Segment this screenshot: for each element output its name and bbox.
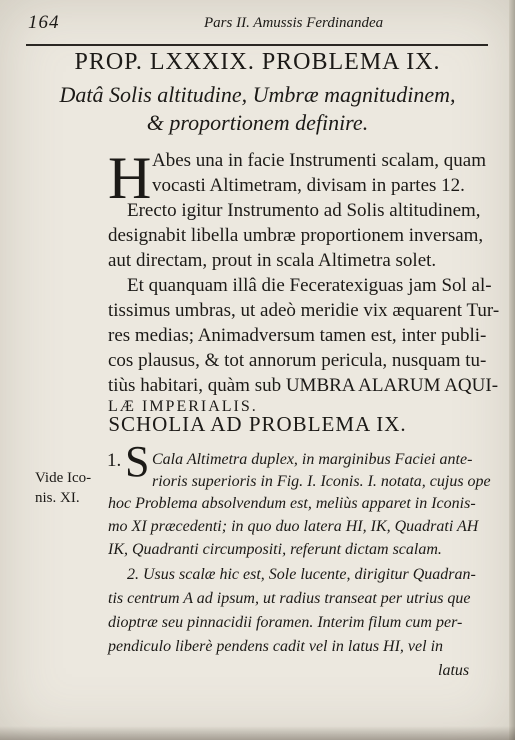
scholia-line: tis centrum A ad ipsum, ut radius transeat per utrius que xyxy=(108,590,471,607)
drop-cap: H xyxy=(108,145,152,211)
scholia-line: rioris superioris in Fig. I. Iconis. I. notata, cujus ope xyxy=(152,473,491,490)
body-line: Abes una in facie Instrumenti scalam, quam xyxy=(152,150,486,171)
scholia-line: mo XI præcedenti; in quo duo latera HI, IK, Quadrati AH xyxy=(108,518,479,535)
proposition-subtitle-line1: Datâ Solis altitudine, Umbræ magnitudinem, xyxy=(59,82,456,107)
page-number: 164 xyxy=(28,12,60,33)
body-line: cos plausus, & tot annorum pericula, nusquam tu- xyxy=(108,350,487,371)
scholia-line: Cala Altimetra duplex, in marginibus Faciei ante- xyxy=(152,451,473,468)
running-title: Pars II. Amussis Ferdinandea xyxy=(204,15,384,31)
page-bottom-shadow xyxy=(0,726,515,740)
body-line: Et quanquam illâ die Feceratexiguas jam Sol al- xyxy=(127,275,492,296)
catchword: latus xyxy=(438,662,470,679)
header-rule xyxy=(26,44,488,46)
margin-note-line1: Vide Ico- xyxy=(35,470,92,486)
body-line: LÆ IMPERIALIS. xyxy=(108,398,258,415)
body-line: aut directam, prout in scala Altimetra solet. xyxy=(108,250,437,271)
body-line: tiùs habitari, quàm sub UMBRA ALARUM AQUI- xyxy=(108,375,499,396)
body-line: designabit libella umbræ proportionem inversam, xyxy=(108,225,484,246)
body-line: tissimus umbras, ut adeò meridie vix æquarent Tur- xyxy=(108,300,500,321)
scholia-line: pendiculo liberè pendens cadit vel in latus HI, vel in xyxy=(108,638,444,655)
item-number: 1. xyxy=(107,450,122,471)
proposition-heading: PROP. LXXXIX. PROBLEMA IX. xyxy=(74,49,441,75)
body-line: vocasti Altimetram, divisam in partes 12. xyxy=(152,175,465,196)
body-line: Erecto igitur Instrumento ad Solis altitudinem, xyxy=(127,200,481,221)
scholia-line: dioptræ seu pinnacidii foramen. Interim filum cum per- xyxy=(108,614,463,631)
scholia-drop-cap: S xyxy=(125,437,150,486)
proposition-subtitle-line2: & proportionem definire. xyxy=(146,110,369,135)
body-line: res medias; Animadversum tamen est, inter publi- xyxy=(108,325,487,346)
scholia-line: IK, Quadranti circumpositi, referunt dictam scalam. xyxy=(108,541,442,558)
scholia-line: hoc Problema absolvendum est, meliùs apparet in Iconis- xyxy=(108,495,476,512)
running-header xyxy=(28,6,478,34)
margin-note-line2: nis. XI. xyxy=(35,490,80,506)
scholia-heading: SCHOLIA AD PROBLEMA IX. xyxy=(108,412,407,436)
scholia-line: 2. Usus scalæ hic est, Sole lucente, dirigitur Quadran- xyxy=(127,566,476,583)
